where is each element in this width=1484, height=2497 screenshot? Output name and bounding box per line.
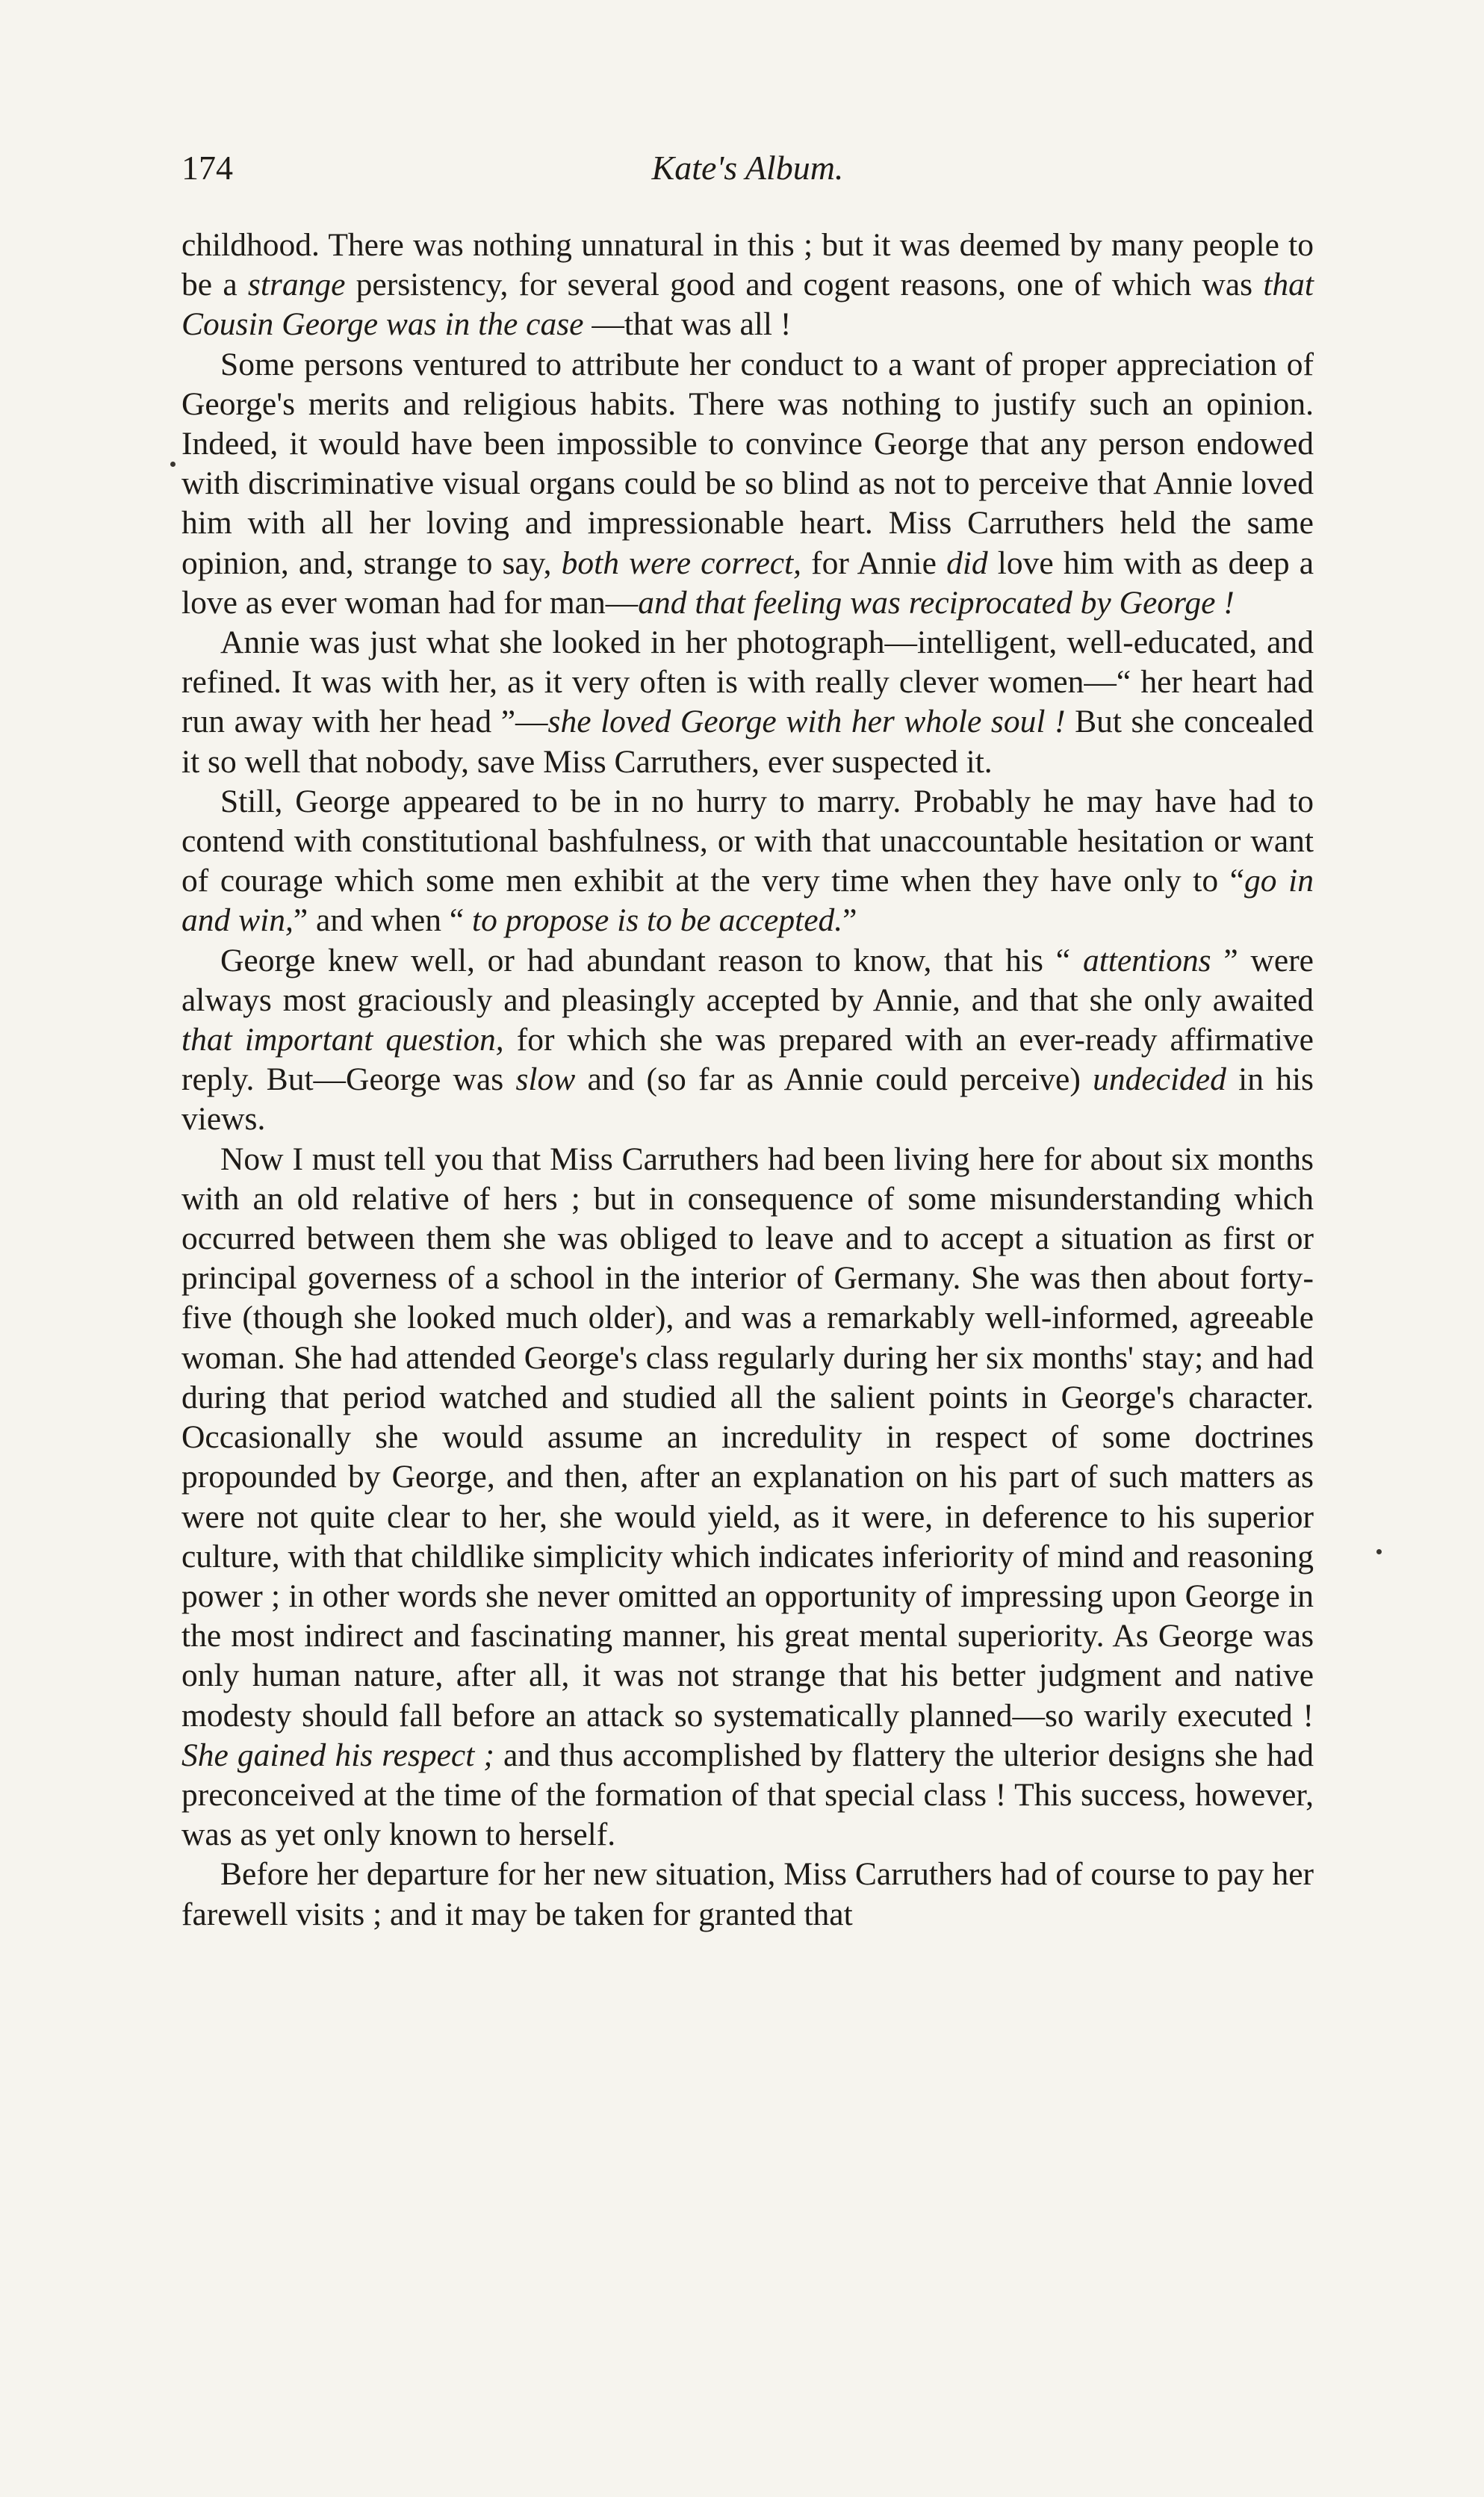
margin-mark bbox=[170, 462, 176, 467]
text-run: ” and when “ bbox=[293, 902, 473, 939]
text-run: Still, George appeared to be in no hurry to marry. Probably he may have had to contend with constitutional bashfulness, or with that unaccountable hesitation or want of courage which some men exhibit at the very time when they have only to “ bbox=[181, 783, 1314, 899]
paragraph bbox=[181, 782, 1314, 941]
body-text bbox=[181, 226, 1314, 1935]
text-run: ” bbox=[842, 902, 857, 939]
paragraph bbox=[181, 345, 1314, 623]
margin-mark bbox=[1376, 1549, 1382, 1554]
italic-text: attentions bbox=[1082, 942, 1211, 978]
italic-text: both were correct, bbox=[561, 545, 802, 581]
text-run: But she concealed it so well that nobody, save Miss Carruthers, ever suspected it. bbox=[181, 704, 1314, 780]
italic-text: and that feeling was reciprocated by George ! bbox=[638, 584, 1235, 621]
text-run: persistency, for several good and cogent reasons, one of which was bbox=[345, 267, 1264, 303]
text-run: Some persons ventured to attribute her conduct to a want of proper appreciation of George's merits and religious habits. There was nothing to justify such an opinion. Indeed, it would have been impossible to convince George that any person endowed with discriminative visual organs could be so blind as not to perceive that Annie loved him with all her loving and impressionable heart. Miss Carruthers held the same opinion, and, strange to say, bbox=[181, 346, 1314, 581]
italic-text: strange bbox=[247, 267, 346, 303]
running-title: Kate's Album. bbox=[651, 149, 844, 187]
text-run: childhood. There was nothing unnatural in this ; but it was deemed by many people to be a bbox=[181, 227, 1314, 303]
page-header bbox=[181, 142, 1314, 194]
page-number: 174 bbox=[181, 149, 233, 187]
text-run: in his views. bbox=[181, 1061, 1314, 1138]
italic-text: to propose is to be accepted. bbox=[472, 902, 843, 939]
paragraph bbox=[181, 226, 1314, 345]
paragraph bbox=[181, 941, 1314, 1140]
text-run: for which she was prepared with an ever-ready affirmative reply. But—George was bbox=[181, 1022, 1314, 1098]
italic-text: that important question, bbox=[181, 1022, 504, 1058]
italic-text: that Cousin George was in the case bbox=[181, 267, 1314, 343]
text-run: love him with as deep a love as ever woman had for man— bbox=[181, 545, 1314, 621]
text-run: Now I must tell you that Miss Carruthers had been living here for about six months with an old relative of hers ; but in consequence of some misunderstanding which occurred between them she was obliged to leave and to accept a situation as first or principal governess of a school in the interior of Germany. She was then about forty-five (though she looked much older), and was a remarkably well-informed, agreeable woman. She had attended George's class regularly during her six months' stay; and had during that period watched and studied all the salient points in George's character. Occasionally she would assume an incredulity in respect of some doctrines propounded by George, and then, after an explanation on his part of such matters as were not quite clear to her, she would yield, as it were, in deference to his superior culture, with that childlike simplicity which indicates inferiority of mind and reasoning power ; in other words she never omitted an opportunity of impressing upon George in the most indirect and fascinating manner, his great mental superiority. As George was only human nature, after all, it was not strange that his better judgment and native modesty should fall before an attack so systematically planned—so warily executed ! bbox=[181, 1141, 1314, 1734]
paragraph bbox=[181, 1855, 1314, 1934]
paragraph bbox=[181, 1140, 1314, 1855]
italic-text: undecided bbox=[1093, 1061, 1226, 1098]
italic-text: she loved George with her whole soul ! bbox=[547, 704, 1066, 740]
italic-text: She gained his respect ; bbox=[181, 1737, 494, 1773]
text-run: and thus accomplished by flattery the ulterior designs she had preconceived at the time of the formation of that special class ! This success, however, was as yet only known to herself. bbox=[181, 1737, 1314, 1853]
italic-text: go in and win, bbox=[181, 863, 1314, 939]
text-run: for Annie bbox=[801, 545, 947, 581]
text-run: Annie was just what she looked in her photograph—intelligent, well-educated, and refined. It was with her, as it very often is with really clever women—“ her heart had run away with her head ”— bbox=[181, 624, 1314, 740]
text-run: and (so far as Annie could perceive) bbox=[575, 1061, 1093, 1098]
italic-text: slow bbox=[515, 1061, 576, 1098]
italic-text: did bbox=[946, 545, 988, 581]
text-run: George knew well, or had abundant reason to know, that his “ bbox=[220, 942, 1083, 978]
text-run: Before her departure for her new situation, Miss Carruthers had of course to pay her farewell visits ; and it may be taken for granted that bbox=[181, 1856, 1314, 1932]
paragraph bbox=[181, 623, 1314, 782]
text-run: —that was all ! bbox=[583, 306, 792, 343]
text-run: ” were always most graciously and pleasingly accepted by Annie, and that she only awaited bbox=[181, 942, 1314, 1018]
